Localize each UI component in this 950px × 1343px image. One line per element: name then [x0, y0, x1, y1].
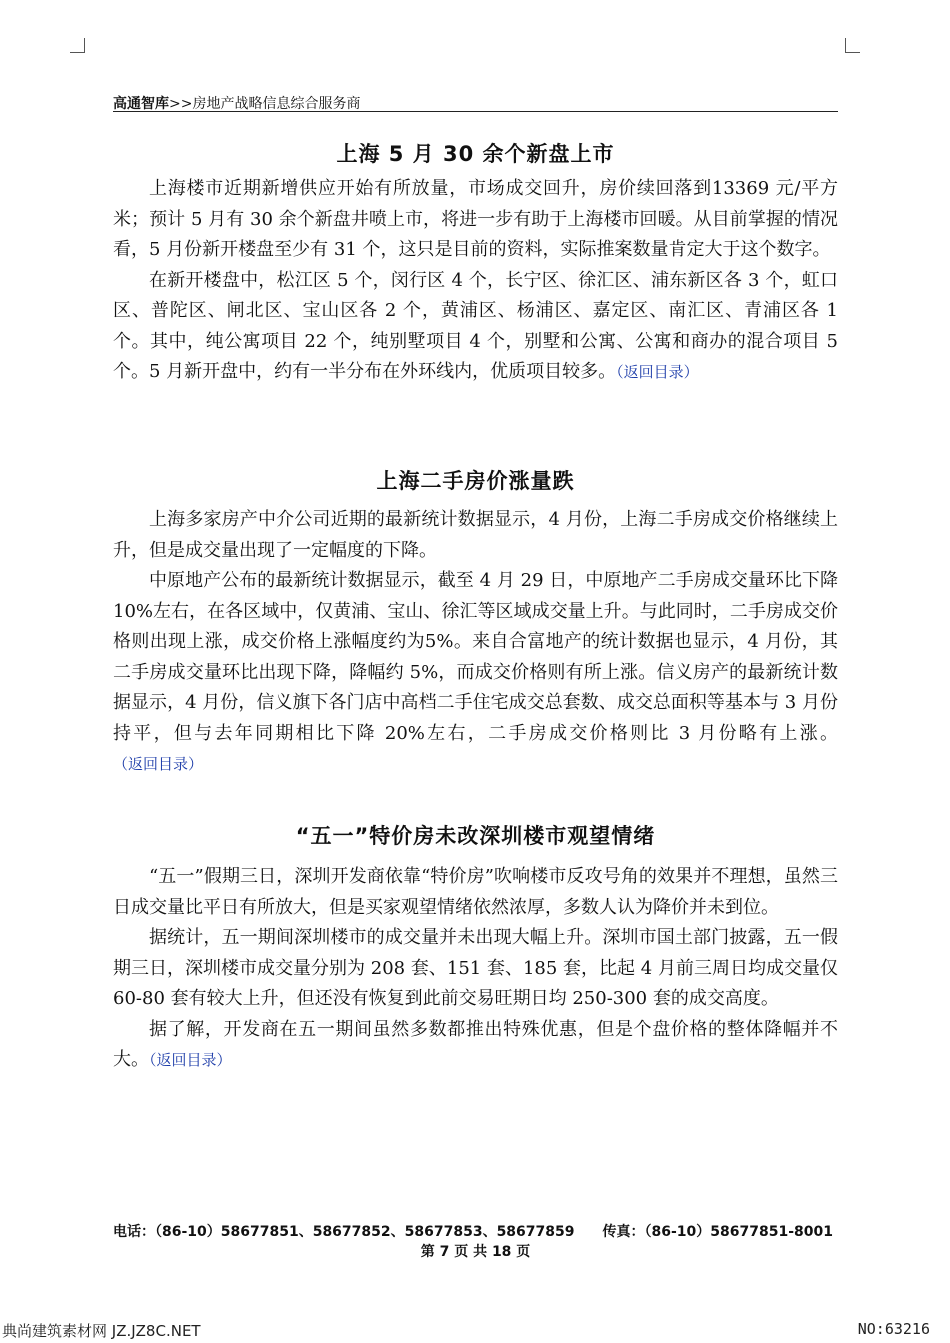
article-paragraph: 据了解，开发商在五一期间虽然多数都推出特殊优惠，但是个盘价格的整体降幅并不大。（返回目录） [113, 1018, 838, 1070]
article-paragraph: 据统计，五一期间深圳楼市的成交量并未出现大幅上升。深圳市国土部门披露，五一假期三日，深圳楼市成交量分别为 208 套、151 套、185 套，比起 4 月前三周日均成交量仅 60-80 套有较大上升，但还没有恢复到此前交易旺期日均 250-300 套的成交高度。 [113, 927, 838, 1009]
article-paragraph: 在新开楼盘中，松江区 5 个，闵行区 4 个，长宁区、徐汇区、浦东新区各 3 个，虹口区、普陀区、闸北区、宝山区各 2 个，黄浦区、杨浦区、嘉定区、南汇区、青浦区各 1 个。其中，纯公寓项目 22 个，纯别墅项目 4 个，别墅和公寓、公寓和商办的混合项目 5 个。5 月新开盘中，约有一半分布在外环线内，优质项目较多。（返回目录） [113, 269, 838, 382]
watermark-bar [0, 1318, 950, 1343]
header-separator: >> [169, 96, 193, 112]
back-to-toc-link[interactable]: （返回目录） [616, 363, 699, 381]
footer-contact [113, 1221, 838, 1241]
phone-numbers: （86-10）58677851、58677852、58677853、58677859 [155, 1224, 575, 1240]
crop-mark-left [70, 38, 85, 53]
crop-mark-right [845, 38, 860, 53]
watermark-site: 典尚建筑素材网 JZ.JZ8C.NET [2, 1322, 201, 1340]
article-3 [113, 820, 838, 1076]
article-title: 上海 5 月 30 余个新盘上市 [336, 142, 615, 166]
fax-label: 传真： [602, 1224, 645, 1240]
page-header [113, 93, 838, 113]
article-title: “五一”特价房未改深圳楼市观望情绪 [295, 824, 656, 848]
article-paragraph: 中原地产公布的最新统计数据显示，截至 4 月 29 日，中原地产二手房成交量环比下降 10%左右，在各区域中，仅黄浦、宝山、徐汇等区域成交量上升。与此同时，二手房成交价格则出现上涨，成交价格上涨幅度约为5%。来自合富地产的统计数据也显示，4 月份，其二手房成交量环比出现下降，降幅约 5%，而成交价格则有所上涨。信义房产的最新统计数据显示，4 月份，信义旗下各门店中高档二手住宅成交总套数、成交总面积等基本与 3 月份持平，但与去年同期相比下降 20%左右，二手房成交价格则比 3 月份略有上涨。（返回目录） [113, 570, 838, 773]
article-paragraph: 上海多家房产中介公司近期的最新统计数据显示，4 月份，上海二手房成交价格继续上升，但是成交量出现了一定幅度的下降。 [113, 509, 838, 561]
article-paragraph: “五一”假期三日，深圳开发商依靠“特价房”吹响楼市反攻号角的效果并不理想，虽然三日成交量比平日有所放大，但是买家观望情绪依然浓厚，多数人认为降价并未到位。 [113, 866, 838, 918]
article-2 [113, 465, 838, 780]
fax-number: （86-10）58677851-8001 [644, 1224, 833, 1240]
header-subtitle: 房地产战略信息综合服务商 [192, 96, 361, 112]
back-to-toc-link[interactable]: （返回目录） [149, 1051, 232, 1069]
phone-label: 电话： [113, 1224, 155, 1240]
article-title: 上海二手房价涨量跌 [376, 469, 575, 493]
header-brand: 高通智库 [113, 96, 169, 112]
watermark-id: NO:63216 [857, 1320, 930, 1338]
back-to-toc-link[interactable]: （返回目录） [113, 755, 204, 773]
article-1 [113, 138, 838, 388]
header-rule [113, 111, 838, 112]
page-number: 第 7 页 共 18 页 [420, 1244, 531, 1260]
article-paragraph: 上海楼市近期新增供应开始有所放量，市场成交回升，房价续回落到13369 元/平方米；预计 5 月有 30 余个新盘井喷上市，将进一步有助于上海楼市回暖。从目前掌握的情况看，5 月份新开楼盘至少有 31 个，这只是目前的资料，实际推案数量肯定大于这个数字。 [113, 178, 838, 260]
